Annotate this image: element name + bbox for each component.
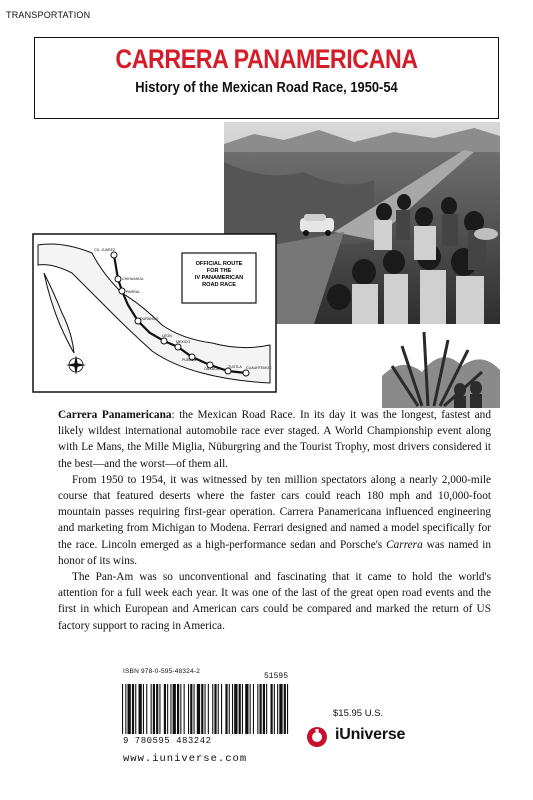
map-legend-line4: ROAD RACE [202, 282, 236, 288]
publisher-logo [305, 726, 455, 748]
map-city: TUXTLA [228, 365, 242, 369]
category-label: TRANSPORTATION [6, 10, 91, 20]
map-city: CUAUHTEMOC [246, 366, 272, 370]
price-code: 51595 [264, 672, 289, 681]
barcode-bar [257, 684, 258, 734]
map-city: LEON [162, 334, 172, 338]
barcode-bar [225, 684, 227, 734]
barcode-bar [250, 684, 251, 734]
barcode-bar [229, 684, 230, 734]
barcode-bar [188, 684, 189, 734]
barcode-bar [279, 684, 282, 734]
barcode-bar [232, 684, 233, 734]
barcode-bar [128, 684, 131, 734]
barcode-bar [159, 684, 160, 734]
description-paragraph-1 [58, 407, 491, 472]
description-text-1: : the Mexican Road Race. In its day it was the longest, fastest and likely wildest international automobile race ever staged. A World Championship event along with Le Mans, the Mille Miglia, Nüburgring and the Tourist Trophy, most drivers considered it the best—and the worst—of them all. [58, 409, 491, 470]
barcode-digits: 9 780595 483242 [123, 736, 212, 746]
publisher-name: iUniverse [335, 726, 406, 743]
barcode-bar [151, 684, 152, 734]
barcode-bar [287, 684, 288, 734]
map-city: DURANGO [140, 317, 159, 321]
barcode-bar [180, 684, 181, 734]
barcode-bar [205, 684, 206, 734]
map-legend-line2: FOR THE [206, 268, 232, 274]
description-lead: Carrera Panamericana [58, 409, 172, 421]
barcode-bar [190, 684, 192, 734]
barcode-bar [245, 684, 248, 734]
book-subtitle: History of the Mexican Road Race, 1950-54 [135, 79, 398, 96]
barcode-bar [221, 684, 222, 734]
description-text-3: The Pan-Am was so unconventional and fascinating that it came to hold the world's attention for a full week each year. It was one of the last of the great open road events and the first in which European and American cars could be compared and marked the return of US factory support to racing in America. [58, 571, 491, 632]
barcode-bar [153, 684, 155, 734]
map-city: MEXICO [176, 340, 191, 344]
description [58, 407, 491, 634]
barcode-bar [260, 684, 262, 734]
book-title: CARRERA PANAMERICANA [115, 44, 418, 74]
publisher-url[interactable]: www.iuniverse.com [123, 753, 248, 765]
map-legend-line1: OFFICIAL ROUTE [195, 261, 243, 267]
barcode-bar [284, 684, 286, 734]
map-city: OAXACA [204, 367, 219, 371]
cactus-photo [382, 326, 500, 408]
barcode-bar [208, 684, 209, 734]
isbn-label: ISBN 978-0-595-48324-2 [123, 668, 201, 675]
barcode-bar [132, 684, 134, 734]
barcode-bar [194, 684, 195, 734]
barcode-bar [271, 684, 273, 734]
barcode-bar [239, 684, 241, 734]
map-city: PUEBLA [182, 358, 197, 362]
description-italic-carrera: Carrera [386, 538, 423, 551]
barcode-bar [170, 684, 171, 734]
barcode-bar [177, 684, 179, 734]
barcode-icon [118, 684, 294, 760]
map-legend-line3: IV PANAMERICAN [194, 275, 244, 281]
barcode-bar [139, 684, 142, 734]
barcode-bar [253, 684, 254, 734]
barcode-bar [146, 684, 147, 734]
barcode-bar [125, 684, 126, 734]
map-city: CD. JUAREZ [94, 248, 116, 252]
iuniverse-logo-icon [305, 726, 331, 748]
route-map [32, 233, 277, 393]
description-text-2a: From 1950 to 1954, it was witnessed by ten million spectators along a nearly 2,000-mile course that featured deserts where the faster cars could reach 180 mph and 10,000-foot mountain passes requiring first-gear operation. Carrera Panamericana influenced engineering and marketing from Michigan to Modena. Ferrari designed and named a model specifically for the race. Lincoln emerged as a high-performance sedan and Porsche's [58, 473, 491, 551]
barcode-bar [242, 684, 243, 734]
barcode-bar [184, 684, 185, 734]
barcode-bar [212, 684, 213, 734]
price: $15.95 U.S. [333, 708, 384, 719]
barcode-bar [234, 684, 237, 734]
barcode-bar [201, 684, 203, 734]
barcode-bar [214, 684, 216, 734]
description-text-2b: was named in honor of its wins. [58, 538, 491, 567]
barcode-bar [135, 684, 136, 734]
map-city: PARRAL [126, 290, 141, 294]
map-city: CHIHUAHUA [122, 277, 144, 281]
barcode-bar [266, 684, 267, 734]
barcode-bar [143, 684, 144, 734]
barcode-bar [167, 684, 168, 734]
barcode-bar [274, 684, 275, 734]
title-box [34, 37, 499, 119]
barcode-bar [122, 684, 123, 734]
barcode-bar [197, 684, 200, 734]
barcode-bar [263, 684, 265, 734]
barcode-bar [218, 684, 219, 734]
barcode-bar [173, 684, 176, 734]
barcode-bar [164, 684, 166, 734]
description-paragraph-2 [58, 472, 491, 569]
barcode-bar [156, 684, 158, 734]
barcode-bar [277, 684, 278, 734]
description-paragraph-3 [58, 569, 491, 634]
